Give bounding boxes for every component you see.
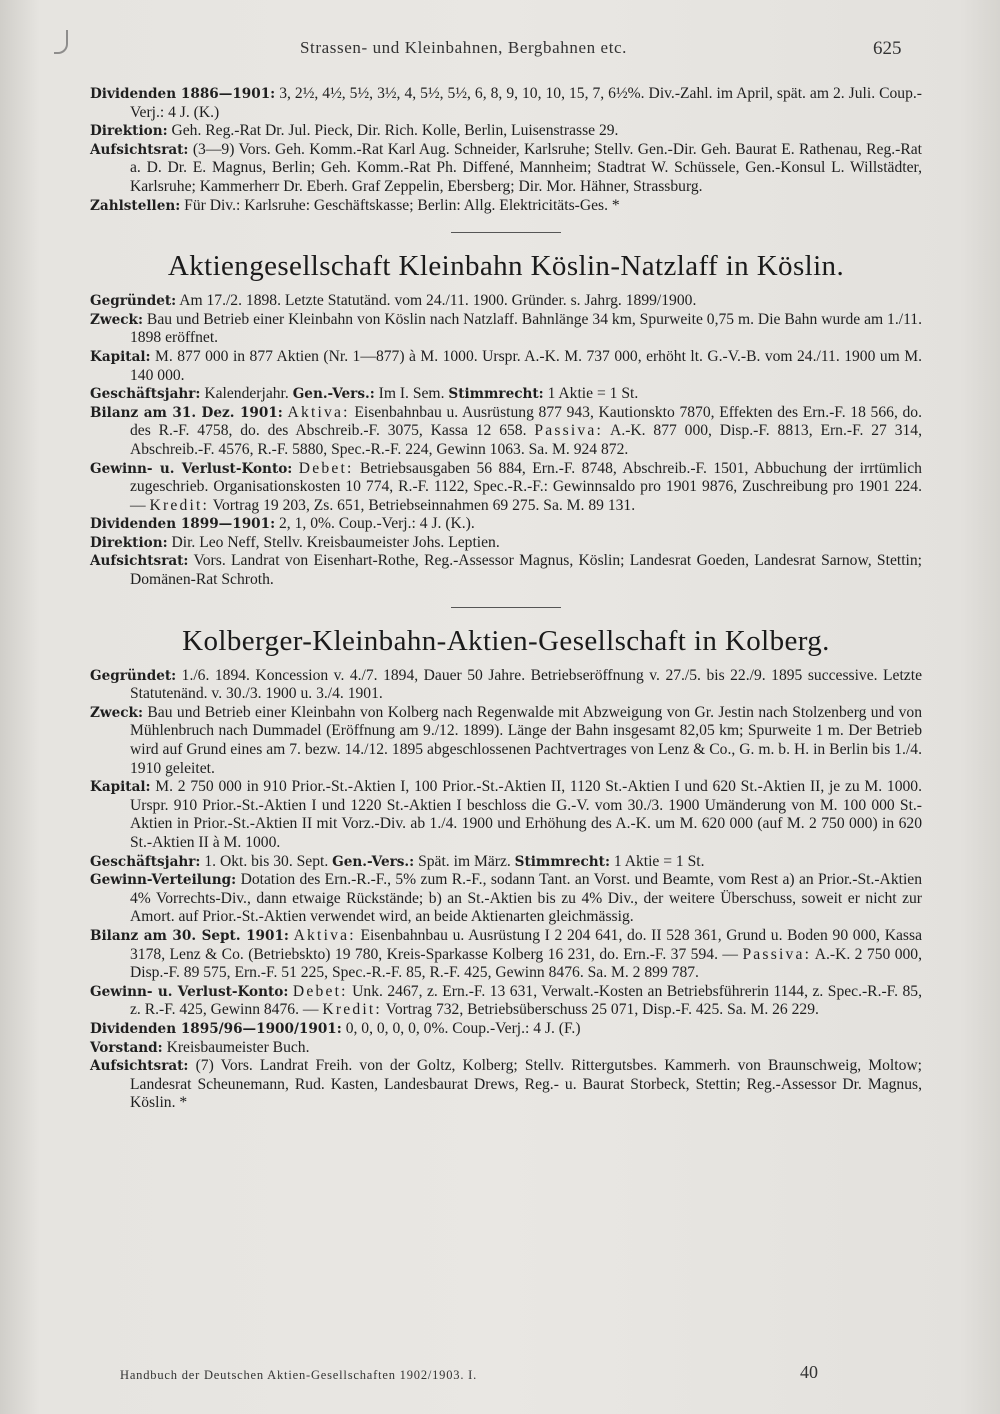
c2-balance-sheet: Bilanz am 30. Sept. 1901: Aktiva: Eisenbahnbau u. Ausrüstung I 2 204 641, do. II 528 361, Grund u. Boden 90 000, Kassa 3178, Lenz & Co. (Betriebskto) 19 780, Kreis-Sparkasse Kolberg 16 231, do. Ern.-F. 37 594. — Passiva: A.-K. 2 750 000, Disp.-F. 89 575, Ern.-F. 51 225, Spec.-R.-F. 85, R.-F. 425, Gewinn 8476. Sa. M. 2 899 787.	[90, 926, 923, 982]
c1-dividends: Dividenden 1899—1901: 2, 1, 0%. Coup.-Verj.: 4 J. (K.).	[90, 515, 475, 533]
c1-profit-loss: Gewinn- u. Verlust-Konto: Debet: Betriebsausgaben 56 884, Ern.-F. 8748, Abschreib.-F. 1501, Abbuchung der irrtümlich zugeschrieb. Organisationskosten 10 774, R.-F. 1122, Spec.-R.-F.: Gewinnsaldo pro 1901 9876, Zuschreibung pro 1901 224. — Kredit: Vortrag 19 203, Zs. 651, Betriebseinnahmen 69 275. Sa. M. 89 131.	[90, 459, 922, 514]
company-title-koeslin: Aktiengesellschaft Kleinbahn Köslin-Natzlaff in Köslin.	[167, 250, 845, 283]
c2-board: Vorstand: Kreisbaumeister Buch.	[90, 1038, 310, 1056]
c2-profit-loss: Gewinn- u. Verlust-Konto: Debet: Unk. 2467, z. Ern.-F. 13 631, Verwalt.-Kosten an Betriebsführerin 1144, z. Spec.-R.-F. 85, z. R.-F. 425, Gewinn 8476. — Kredit: Vortrag 732, Betriebsüberschuss 25 071, Disp.-F. 425. Sa. M. 26 229.	[90, 982, 922, 1019]
c1-capital: Kapital: M. 877 000 in 877 Aktien (Nr. 1—877) à M. 1000. Urspr. A.-K. M. 737 000, erhöht lt. G.-V.-B. vom 24./11. 1900 um M. 140 000.	[90, 347, 922, 384]
c2-fiscal-year: Geschäftsjahr: 1. Okt. bis 30. Sept. Gen.-Vers.: Spät. im März. Stimmrecht: 1 Aktie = 1 St.	[90, 852, 705, 870]
running-title: Strassen- und Kleinbahnen, Bergbahnen etc.	[300, 38, 628, 57]
footer-book-title: Handbuch der Deutschen Aktien-Gesellschaften 1902/1903. I.	[120, 1368, 478, 1382]
prev-paying-agents: Zahlstellen: Für Div.: Karlsruhe: Geschäftskasse; Berlin: Allg. Elektricitäts-Ges. *	[90, 196, 620, 214]
page-content	[90, 85, 922, 1113]
c1-supervisory-board: Aufsichtsrat: Vors. Landrat von Eisenhart-Rothe, Reg.-Assessor Magnus, Köslin; Landesrat Goeden, Landesrat Sarnow, Stettin; Domänen-Rat Schroth.	[90, 552, 922, 589]
company-title-kolberg: Kolberger-Kleinbahn-Aktien-Gesellschaft in Kolberg.	[182, 624, 830, 657]
page-footer	[0, 1362, 1000, 1392]
c1-founded: Gegründet: Am 17./2. 1898. Letzte Statutänd. vom 24./11. 1900. Gründer. s. Jahrg. 1899/1900.	[90, 292, 697, 310]
footer-signature-number: 40	[800, 1362, 818, 1382]
c2-purpose: Zweck: Bau und Betrieb einer Kleinbahn von Kolberg nach Regenwalde mit Abzweigung von Gr. Jestin nach Stolzenberg und von Mühlenbruch nach Dummadel (Eröffnung am 9./12. 1899). Länge der Bahn insgesamt 82,05 km; Spurweite 1 m. Der Betrieb wird auf Grund eines am 7. bezw. 14./12. 1895 abgeschlossenen Pachtvertrages von Lenz & Co., G. m. b. H. in Berlin bis 1./4. 1910 geleitet.	[90, 703, 922, 777]
section-divider	[451, 607, 561, 608]
c2-dividends: Dividenden 1895/96—1900/1901: 0, 0, 0, 0, 0, 0%. Coup.-Verj.: 4 J. (F.)	[90, 1019, 581, 1037]
prev-supervisory-board: Aufsichtsrat: (3—9) Vors. Geh. Komm.-Rat Karl Aug. Schneider, Karlsruhe; Stellv. Gen.-Dir. Geh. Baurat E. Rathenau, Reg.-Rat a. D. Dr. E. Magnus, Berlin; Geh. Komm.-Rat Ph. Diffené, Mannheim; Stadtrat W. Schüssele, Gen.-Konsul L. Willstädter, Karlsruhe; Kammerherr Dr. Eberh. Graf Zeppelin, Ebersberg; Dir. Mor. Hähner, Strassburg.	[90, 140, 922, 195]
page-number: 625	[873, 38, 902, 59]
c1-direction: Direktion: Dir. Leo Neff, Stellv. Kreisbaumeister Johs. Leptien.	[90, 533, 500, 551]
c2-founded: Gegründet: 1./6. 1894. Koncession v. 4./7. 1894, Dauer 50 Jahre. Betriebseröffnung v. 27./5. bis 22./9. 1895 successive. Letzte Statutenänd. v. 30./3. 1900 u. 3./4. 1901.	[90, 666, 922, 703]
c2-supervisory-board: Aufsichtsrat: (7) Vors. Landrat Freih. von der Goltz, Kolberg; Stellv. Rittergutsbes. Kammerh. von Braunschweig, Moltow; Landesrat Scheunemann, Rud. Kasten, Landesbaurat Drews, Reg.- u. Baurat Storbeck, Stettin; Reg.-Assessor Dr. Magnus, Köslin. *	[90, 1057, 922, 1112]
prev-direction: Direktion: Geh. Reg.-Rat Dr. Jul. Pieck, Dir. Rich. Kolle, Berlin, Luisenstrasse 29.	[90, 122, 619, 140]
page-header	[0, 38, 1000, 68]
section-divider	[451, 232, 561, 233]
c1-fiscal-year: Geschäftsjahr: Kalenderjahr. Gen.-Vers.: Im I. Sem. Stimmrecht: 1 Aktie = 1 St.	[90, 385, 639, 403]
c1-purpose: Zweck: Bau und Betrieb einer Kleinbahn von Köslin nach Natzlaff. Bahnlänge 34 km, Spurweite 0,75 m. Die Bahn wurde am 1./11. 1898 eröffnet.	[90, 310, 922, 347]
c2-capital: Kapital: M. 2 750 000 in 910 Prior.-St.-Aktien I, 100 Prior.-St.-Aktien II, 1120 St.-Aktien I und 620 St.-Aktien II, je zu M. 1000. Urspr. 910 Prior.-St.-Aktien I und 1220 St.-Aktien I beschloss die G.-V. vom 30./3. 1900 Umänderung von M. 100 000 St.-Aktien in Prior.-St.-Aktien II mit Vorz.-Div. ab 1./4. 1900 und Erhöhung des A.-K. um M. 620 000 (auf M. 2 750 000) in 620 St.-Aktien II à M. 1000.	[90, 778, 922, 851]
prev-dividends: Dividenden 1886—1901: 3, 2½, 4½, 5½, 3½, 4, 5½, 5½, 6, 8, 9, 10, 10, 15, 7, 6½%. Div.-Zahl. im April, spät. am 2. Juli. Coup.-Verj.: 4 J. (K.)	[90, 85, 922, 121]
c1-balance-sheet: Bilanz am 31. Dez. 1901: Aktiva: Eisenbahnbau u. Ausrüstung 877 943, Kautionskto 7870, Effekten des Ern.-F. 18 566, do. des R.-F. 4758, do. des Abschreib.-F. 3075, Kassa 12 658. Passiva: A.-K. 877 000, Disp.-F. 8813, Ern.-F. 27 314, Abschreib.-F. 4576, R.-F. 5880, Spec.-R.-F. 224, Gewinn 1063. Sa. M. 924 872.	[90, 403, 922, 458]
c2-profit-distribution: Gewinn-Verteilung: Dotation des Ern.-R.-F., 5% zum R.-F., sodann Tant. an Vorst. und Beamte, vom Rest a) an Prior.-St.-Aktien 4% Vorrechts-Div., dann etwaige Rückstände; b) an St.-Aktien bis zu 4% Div., der weitere Überschuss, soweit er nicht zur Amort. auf Prior.-St.-Aktien verwendet wird, an beide Aktienarten gleichmässig.	[90, 871, 922, 926]
